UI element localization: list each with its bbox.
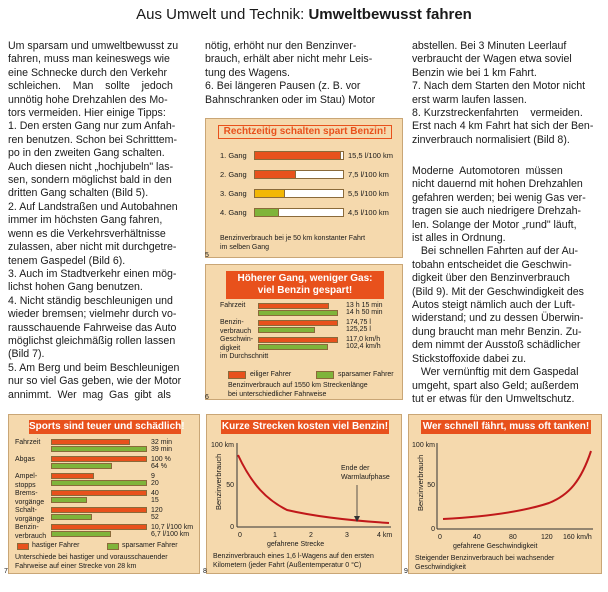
text-line: 8. Kurzstreckenfahrten vermeiden. [412, 107, 583, 120]
text-line: nicht dauernd mit hohen Drehzahlen [412, 178, 583, 191]
fig7-bar-sparsam [51, 514, 92, 520]
text-line: len. Solange der Motor „rund" läuft, [412, 218, 577, 231]
fig5-row-label: 4. Gang [220, 208, 247, 217]
text-line: Bahnschranken oder im Stau) Motor [205, 93, 376, 106]
page-title [0, 6, 608, 23]
figure-9-caption: Steigender Benzinverbrauch bei wachsender Geschwindigkeit [415, 555, 555, 571]
fig9-xtick-3: 120 [541, 534, 553, 541]
fig7-value-sparsam: 52 [151, 514, 159, 521]
legend-eilig-label: eiliger Fahrer [250, 371, 292, 378]
figure-7 [8, 414, 200, 574]
fig6-value-sparsam: 102,4 km/h [346, 343, 381, 350]
text-line: nötig, erhöht nur den Benzinver- [205, 40, 357, 52]
fig7-value-sparsam: 6,7 l/100 km [151, 531, 190, 538]
figure-7-heading: Sports sind teuer und schädlich! [29, 421, 185, 432]
fig7-value-sparsam: 15 [151, 497, 159, 504]
text-line: zinverbrauch normalisiert (Bild 8). [412, 133, 570, 146]
figure-6-caption: Benzinverbrauch auf 1550 km Streckenlänge bei unterschiedlicher Fahrweise [228, 382, 368, 398]
fig9-ytick-2: 0 [431, 526, 435, 533]
fig6-bar-eilig [258, 320, 338, 326]
fig6-row-label: Benzin- verbrauch [220, 319, 252, 335]
text-line: (Bild 9). Mit der Geschwindigkeit des [412, 285, 584, 298]
legend-hastig-label: hastiger Fahrer [32, 542, 80, 549]
fig6-bar-sparsam [258, 344, 328, 350]
text-line: annimmt. Wer mag Gas gibt als [8, 388, 171, 401]
text-line: sen, sondern möglichst bald in den [8, 174, 172, 187]
fig7-value-hastig: 10,7 l/100 km [151, 524, 194, 531]
fig7-row-label: Benzin- verbrauch [15, 524, 47, 540]
fig9-xlabel: gefahrene Geschwindigkeit [453, 543, 538, 550]
figure-7-caption: Unterschiede bei hastiger und vorausschauender Fahrweise auf einer Strecke von 28 km [15, 554, 168, 570]
figure-9-heading: Wer schnell fährt, muss oft tanken! [422, 421, 590, 432]
fig9-xtick-0: 0 [438, 534, 442, 541]
text-line: tobahn entscheidet die Geschwin- [412, 258, 572, 271]
legend-swatch-hastig [17, 543, 29, 550]
text-line: Erst nach 4 km Fahrt hat sich der Ben- [412, 120, 594, 133]
text-line: digkeit über den Benzinverbrauch [412, 272, 570, 285]
fig5-row-label: 1. Gang [220, 151, 247, 160]
legend-sparsam-label-7: sparsamer Fahrer [122, 542, 178, 549]
title-main: Umweltbewusst fahren [308, 6, 472, 23]
figure-6-heading: Höherer Gang, weniger Gas: viel Benzin gespart! [226, 271, 384, 299]
fig7-bar-hastig [51, 439, 130, 445]
fig7-value-sparsam: 20 [151, 480, 159, 487]
text-line: erst warm laufen lassen. [412, 93, 527, 106]
fig6-bar-sparsam [258, 327, 315, 333]
fig7-bar-hastig [51, 507, 147, 513]
fig7-bar-hastig [51, 456, 147, 462]
fig7-bar-sparsam [51, 480, 147, 486]
text-line: rausschauende Fahrweise das Auto [8, 321, 177, 334]
fig5-row-value: 15,5 l/100 km [348, 151, 394, 160]
figure-8 [206, 414, 402, 574]
text-line: abstellen. Bei 3 Minuten Leerlauf [412, 40, 567, 52]
text-line: 7. Nach dem Starten den Motor nicht [412, 80, 586, 93]
text-line: 6. Bei längeren Pausen (z. B. vor [205, 80, 361, 93]
fig5-bar [254, 151, 341, 160]
text-line: brauch, erhält aber nicht mehr Leis- [205, 53, 373, 66]
text-line: tors vermeiden. Hier einige Tipps: [8, 107, 166, 120]
fig9-xtick-4: 160 km/h [563, 534, 592, 541]
fig7-row-label: Schalt- vorgänge [15, 507, 45, 523]
fig6-value-eilig: 174,75 l [346, 319, 371, 326]
figure-7-number: 7 [4, 568, 8, 575]
text-line: Autos steigt nämlich auch der Luft- [412, 299, 576, 312]
fig8-xtick-4: 4 km [377, 532, 393, 539]
fig8-xlabel: gefahrene Strecke [267, 541, 325, 548]
text-line: schleichen. Man sollte jedoch [8, 80, 173, 93]
text-line: (Bild 7). [8, 348, 45, 361]
text-line: tut er etwas für den Umweltschutz. [412, 392, 575, 405]
text-line: dem nimmt der Ausstoß schädlicher [412, 339, 581, 352]
fig7-row-label: Abgas [15, 456, 35, 463]
text-line: verbraucht der Wagen etwa soviel [412, 53, 572, 66]
figure-5 [205, 118, 403, 258]
fig8-xtick-0: 0 [238, 532, 242, 539]
fig6-bar-eilig [258, 303, 329, 309]
fig6-row-label: Geschwin- digkeit im Durchschnitt [220, 336, 269, 360]
text-line: Bei schnellen Fahrten auf der Au- [412, 245, 579, 258]
fig6-row-label: Fahrzeit [220, 302, 246, 309]
text-line: 5. Am Berg und beim Beschleunigen [8, 361, 180, 374]
legend-swatch-sparsam-7 [107, 543, 119, 550]
fig7-bar-sparsam [51, 531, 111, 537]
figure-5-caption: Benzinverbrauch bei je 50 km konstanter Fahrt im selben Gang [220, 235, 366, 251]
figure-6 [205, 264, 403, 400]
fig9-xtick-1: 40 [473, 534, 481, 541]
fig6-value-sparsam: 125,25 l [346, 326, 371, 333]
figure-5-number: 5 [205, 252, 209, 259]
text-line: 4. Nicht ständig beschleunigen und [8, 294, 173, 307]
fig5-row-label: 3. Gang [220, 189, 247, 198]
figure-8-heading: Kurze Strecken kosten viel Benzin! [221, 421, 389, 432]
text-line: Um sparsam und umweltbewusst zu [8, 40, 179, 52]
fig9-ytick-1: 50 [427, 482, 435, 489]
fig9-ylabel: Benzinverbrauch [416, 454, 425, 511]
text-line: po in den zweiten Gang schalten. [8, 147, 165, 160]
fig6-bar-eilig [258, 337, 338, 343]
text-column-1 [8, 40, 198, 402]
fig7-bar-hastig [51, 524, 147, 530]
figure-8-plot [207, 415, 403, 575]
fig7-value-hastig: 9 [151, 473, 155, 480]
text-line: Benzin wie bei 1 km Fahrt. [412, 66, 537, 79]
legend-swatch-eilig [228, 371, 246, 379]
text-column-3-bottom [412, 165, 607, 406]
fig5-row-value: 7,5 l/100 km [348, 170, 389, 179]
text-column-2 [205, 40, 405, 107]
text-line: gefahren werden; bei wenig Gas ver- [412, 191, 586, 204]
fig9-ytick-0: 100 km [412, 442, 435, 449]
text-line: wenn es die Verkehrsverhältnisse [8, 227, 166, 240]
fig7-value-hastig: 32 min [151, 439, 173, 446]
fig7-bar-sparsam [51, 497, 87, 503]
fig8-ytick-0: 100 km [211, 442, 234, 449]
text-line: fahren, muss man keineswegs wie [8, 53, 170, 66]
text-line: umgeht, spart also Geld; außerdem [412, 379, 579, 392]
text-line: Stickstoffoxide dabei zu. [412, 352, 527, 365]
fig7-row-label: Fahrzeit [15, 439, 41, 446]
fig5-bar [254, 189, 285, 198]
text-line: dung braucht man mehr Benzin. Zu- [412, 325, 582, 338]
text-line: Wer vernünftig mit dem Gaspedal [412, 366, 579, 379]
figure-6-number: 6 [205, 394, 209, 401]
text-line: widerstand; und zu dessen Überwin- [412, 312, 584, 325]
fig5-row-value: 5,5 l/100 km [348, 189, 389, 198]
fig7-value-sparsam: 39 min [151, 446, 173, 453]
fig8-ylabel: Benzinverbrauch [214, 453, 223, 510]
text-line: ist alles in Ordnung. [412, 232, 506, 245]
text-line: 2. Auf Landstraßen und Autobahnen [8, 200, 178, 213]
fig8-ytick-2: 0 [230, 524, 234, 531]
fig8-ytick-1: 50 [226, 482, 234, 489]
fig5-row-label: 2. Gang [220, 170, 247, 179]
fig7-value-sparsam: 64 % [151, 463, 167, 470]
fig7-bar-hastig [51, 473, 94, 479]
fig8-xtick-3: 3 [345, 532, 349, 539]
fig6-bar-sparsam [258, 310, 338, 316]
text-line: nur so viel Gas geben, wie der Motor [8, 375, 182, 388]
fig5-bar [254, 170, 296, 179]
figure-8-number: 8 [203, 568, 207, 575]
fig7-bar-sparsam [51, 446, 147, 452]
fig8-xtick-1: 1 [273, 532, 277, 539]
text-line: dritten Gang schalten (Bild 5). [8, 187, 149, 200]
fig7-value-hastig: 100 % [151, 456, 171, 463]
fig7-bar-sparsam [51, 463, 112, 469]
fig8-annotation: Ende der Warmlaufphase [341, 465, 390, 481]
text-line: 3. Auch im Stadtverkehr einen mög- [8, 267, 177, 280]
text-line: tenem Gaspedel (Bild 6). [8, 254, 126, 267]
legend-swatch-sparsam [316, 371, 334, 379]
figure-8-caption: Benzinverbrauch eines 1,6 l-Wagens auf den ersten Kilometern (jeder Fahrt (Außentemperatur 0 °C) [213, 553, 374, 569]
text-line: unnötig hohe Drehzahlen des Mo- [8, 93, 168, 106]
figure-9-number: 9 [404, 568, 408, 575]
fig5-bar [254, 208, 279, 217]
fig9-curve [443, 451, 591, 519]
fig7-row-label: Ampel- stopps [15, 473, 38, 489]
text-line: eine Schnecke durch den Verkehr [8, 66, 168, 79]
fig7-value-hastig: 40 [151, 490, 159, 497]
figure-5-heading: Rechtzeitig schalten spart Benzin! [218, 125, 392, 139]
fig7-row-label: Brems- vorgänge [15, 490, 45, 506]
figure-9 [408, 414, 602, 574]
fig6-value-sparsam: 14 h 50 min [346, 309, 383, 316]
text-line: zulassen, aber nicht mit durchgetre- [8, 241, 177, 254]
text-line: ren benutzen. Schon bei Schritttem- [8, 133, 178, 146]
fig7-value-hastig: 120 [151, 507, 163, 514]
title-prefix: Aus Umwelt und Technik: [136, 6, 305, 23]
text-line: lichst hohen Gang benutzen. [8, 281, 143, 294]
fig5-row-value: 4,5 l/100 km [348, 208, 389, 217]
text-line: Auch diesen nicht „hochjubeln" las- [8, 160, 174, 173]
text-line: tung des Wagens. [205, 66, 290, 79]
text-column-3-top [412, 40, 607, 147]
fig6-value-eilig: 117,0 km/h [346, 336, 381, 343]
text-line: möglichst gleichmäßig rollen lassen [8, 334, 176, 347]
fig9-xtick-2: 80 [509, 534, 517, 541]
text-line: Moderne Automotoren müssen [412, 165, 563, 177]
text-line: tragen sie auch niedrigere Drehzah- [412, 205, 582, 218]
text-line: immer im höchsten Gang fahren, [8, 214, 163, 227]
text-line: wieder bremsen; vielmehr durch vo- [8, 308, 177, 321]
fig6-value-eilig: 13 h 15 min [346, 302, 383, 309]
fig7-bar-hastig [51, 490, 147, 496]
legend-sparsam-label: sparsamer Fahrer [338, 371, 394, 378]
text-line: 1. Den ersten Gang nur zum Anfah- [8, 120, 176, 133]
fig8-xtick-2: 2 [309, 532, 313, 539]
